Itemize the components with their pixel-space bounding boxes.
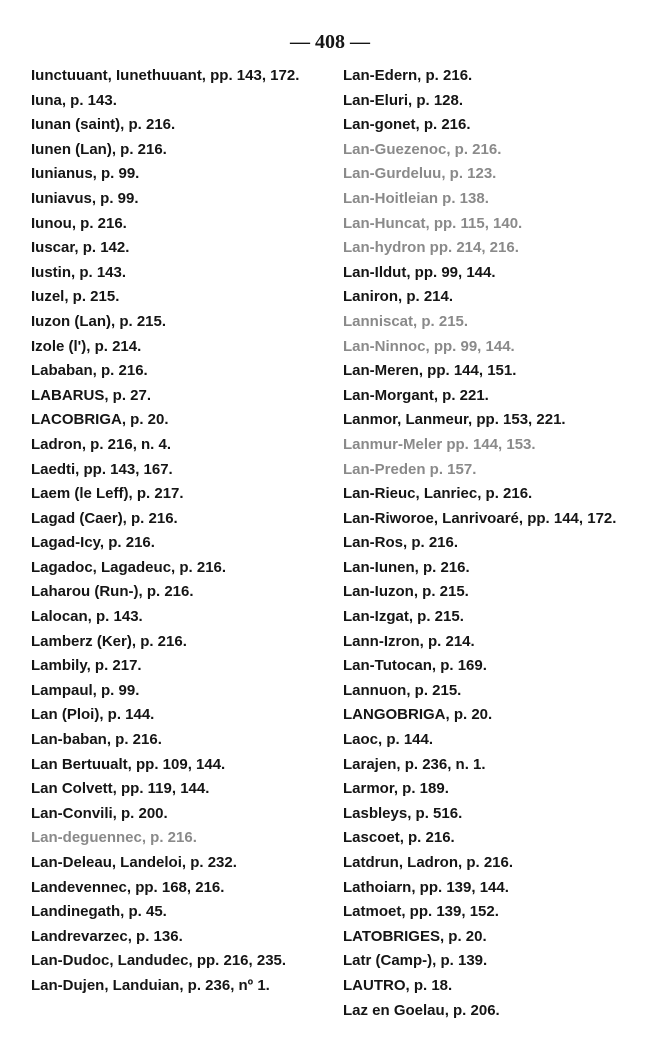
index-entry: Iunctuuant, Iunethuuant, pp. 143, 172. — [31, 67, 300, 84]
index-entry: Lasbleys, p. 516. — [343, 804, 463, 822]
index-entry: Lan-Dudoc, Landudec, pp. 216, 235. — [31, 952, 287, 970]
index-entry: Lan-Dujen, Landuian, p. 236, nº 1. — [31, 976, 270, 994]
index-entry: Laz en Goelau, p. 206. — [343, 1001, 500, 1019]
index-entry: LANGOBRIGA, p. 20. — [343, 706, 493, 724]
index-entry: Lampaul, p. 99. — [31, 681, 140, 699]
index-entry: Lanmor, Lanmeur, pp. 153, 221. — [343, 411, 566, 429]
index-entry: Lan-Tutocan, p. 169. — [343, 657, 487, 675]
index-entry: Lan Bertuualt, pp. 109, 144. — [31, 755, 226, 773]
index-entry: Lan-Izgat, p. 215. — [343, 608, 464, 626]
index-entry: Lann-Izron, p. 214. — [343, 632, 475, 650]
index-entry: Lan (Ploi), p. 144. — [31, 706, 155, 724]
index-entry: Lan-Riworoe, Lanrivoaré, pp. 144, 172. — [343, 509, 617, 527]
index-entry: Larmor, p. 189. — [343, 780, 449, 798]
index-entry: Iunan (saint), p. 216. — [31, 116, 176, 134]
index-entry: Laedti, pp. 143, 167. — [31, 460, 173, 478]
index-entry: Latmoet, pp. 139, 152. — [343, 903, 499, 921]
index-entry: Lan-deguennec, p. 216. — [31, 829, 197, 847]
index-entry: Lan-Morgant, p. 221. — [343, 386, 489, 404]
index-entry: Latdrun, Ladron, p. 216. — [343, 854, 514, 871]
index-entry: Iuna, p. 143. — [31, 91, 117, 109]
index-entry: Larajen, p. 236, n. 1. — [343, 755, 486, 773]
index-entry: Lan Colvett, pp. 119, 144. — [31, 780, 210, 798]
index-entry: Lanmur-Meler pp. 144, 153. — [343, 435, 536, 453]
index-entry: Lascoet, p. 216. — [343, 829, 455, 847]
index-entry: Landrevarzec, p. 136. — [31, 927, 183, 945]
index-entry: Lagad (Caer), p. 216. — [31, 509, 178, 527]
index-entry: LACOBRIGA, p. 20. — [31, 411, 169, 429]
index-entry: Lathoiarn, pp. 139, 144. — [343, 878, 509, 896]
page-number: — 408 — — [290, 31, 370, 53]
index-entry: Ladron, p. 216, n. 4. — [31, 435, 172, 453]
index-entry: Laem (le Leff), p. 217. — [31, 485, 184, 503]
index-entry: Lan-Deleau, Landeloi, p. 232. — [31, 854, 237, 871]
index-entry: LATOBRIGES, p. 20. — [343, 927, 487, 945]
index-entry: Lan-Convili, p. 200. — [31, 804, 168, 822]
index-entry: Lababan, p. 216. — [31, 362, 148, 380]
index-entry: Landevennec, pp. 168, 216. — [31, 878, 225, 896]
index-entry: Lan-Guezenoc, p. 216. — [343, 140, 502, 158]
index-entry: Iustin, p. 143. — [31, 263, 127, 281]
index-entry: Iunianus, p. 99. — [31, 165, 140, 183]
index-entry: Lan-Huncat, pp. 115, 140. — [343, 214, 523, 232]
index-entry: Lamberz (Ker), p. 216. — [31, 632, 187, 650]
index-entry: Lan-Ildut, pp. 99, 144. — [343, 263, 496, 281]
index-entry: Laniron, p. 214. — [343, 288, 454, 306]
index-entry: Iuscar, p. 142. — [31, 239, 130, 257]
index-entry: Lan-baban, p. 216. — [31, 731, 162, 749]
index-entry: Lan-Hoitleian p. 138. — [343, 189, 489, 207]
index-entry: Lan-Ros, p. 216. — [343, 534, 459, 552]
index-entry: Latr (Camp-), p. 139. — [343, 952, 488, 970]
index-entry: Laoc, p. 144. — [343, 731, 434, 749]
index-entry: Lan-Meren, pp. 144, 151. — [343, 362, 517, 380]
index-entry: Iunou, p. 216. — [31, 214, 127, 232]
index-entry: Lan-Iuzon, p. 215. — [343, 583, 469, 601]
index-entry: Iuzel, p. 215. — [31, 288, 120, 306]
index-entry: Lagadoc, Lagadeuc, p. 216. — [31, 558, 227, 576]
index-entry: Lan-gonet, p. 216. — [343, 116, 471, 134]
index-entry: Iunen (Lan), p. 216. — [31, 140, 167, 158]
index-entry: Lan-Rieuc, Lanriec, p. 216. — [343, 485, 533, 503]
index-entry: Lan-Eluri, p. 128. — [343, 91, 464, 109]
index-entry: Laharou (Run-), p. 216. — [31, 583, 194, 601]
index-entry: Iuzon (Lan), p. 215. — [31, 312, 167, 330]
index-column-right — [343, 64, 633, 1023]
index-entry: Lannuon, p. 215. — [343, 681, 462, 699]
index-entry: Lan-hydron pp. 214, 216. — [343, 239, 519, 257]
index-entry: Lambily, p. 217. — [31, 657, 142, 675]
index-entry: Lanniscat, p. 215. — [343, 312, 469, 330]
index-entry: Lan-Gurdeluu, p. 123. — [343, 165, 497, 183]
index-entry: Iuniavus, p. 99. — [31, 189, 139, 207]
index-entry: Lan-Preden p. 157. — [343, 460, 477, 478]
index-entry: Lan-Iunen, p. 216. — [343, 558, 470, 576]
index-entry: LAUTRO, p. 18. — [343, 976, 453, 994]
index-entry: Lan-Edern, p. 216. — [343, 67, 473, 84]
index-entry: Lagad-Icy, p. 216. — [31, 534, 155, 552]
index-column-left — [31, 64, 321, 999]
index-entry: Lan-Ninnoc, pp. 99, 144. — [343, 337, 515, 355]
index-entry: Izole (l'), p. 214. — [31, 337, 142, 355]
index-entry: LABARUS, p. 27. — [31, 386, 152, 404]
index-entry: Landinegath, p. 45. — [31, 903, 167, 921]
index-entry: Lalocan, p. 143. — [31, 608, 143, 626]
